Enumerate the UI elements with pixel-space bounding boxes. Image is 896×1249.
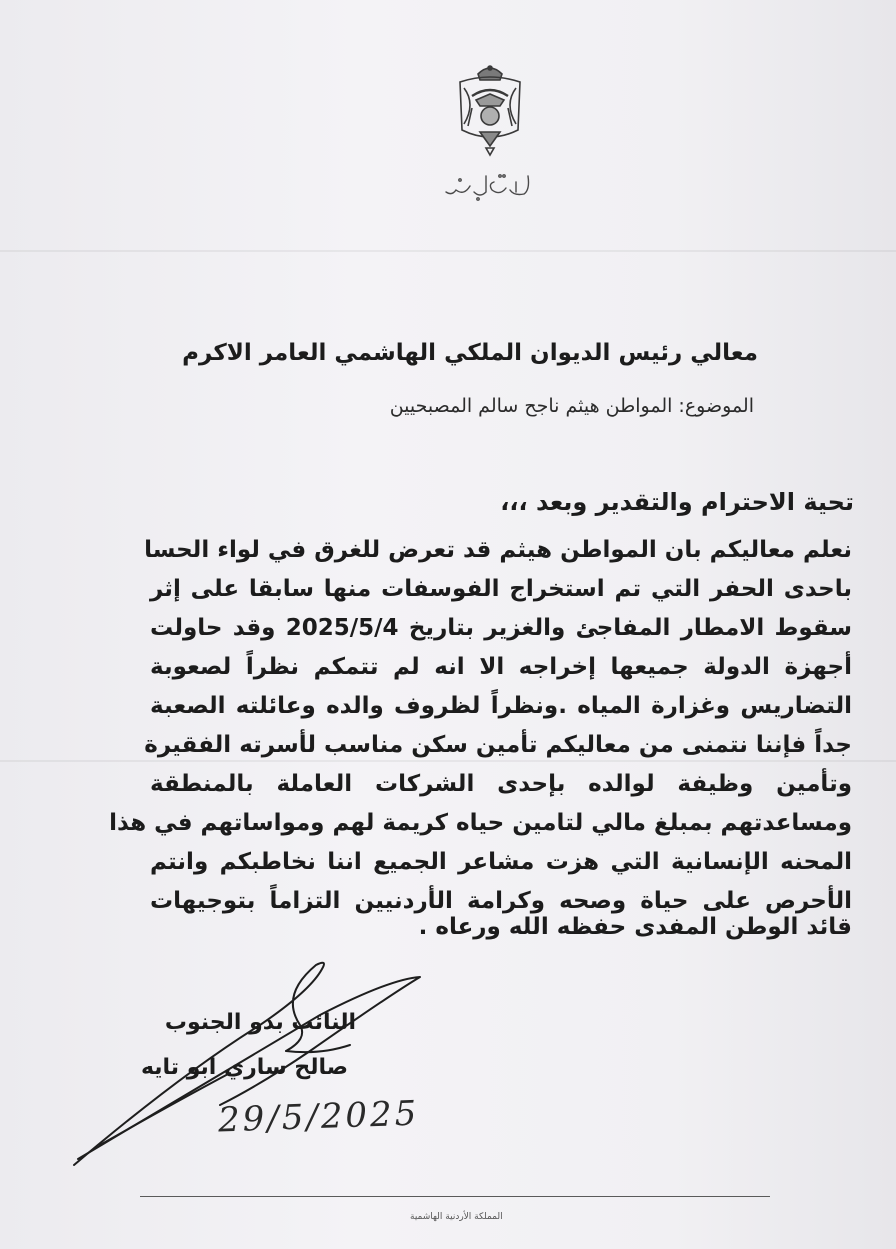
council-name-logo xyxy=(430,166,550,206)
greeting-line: تحية الاحترام والتقدير وبعد ،،، xyxy=(500,488,854,516)
body-line: أجهزة الدولة جميعها إخراجه الا انه لم تتمكم نظراً لصعوبة xyxy=(150,654,852,680)
signatory-name: صالح ساري ابو تايه xyxy=(140,1055,348,1080)
body-line: ومساعدتهم بمبلغ مالي لتامين حياه كريمة لهم ومواساتهم في هذا xyxy=(109,810,852,836)
body-line: جداً فإننا نتمنى من معاليكم تأمين سكن مناسب لأسرته الفقيرة xyxy=(144,732,852,758)
recipient-line: معالي رئيس الديوان الملكي الهاشمي العامر الاكرم xyxy=(182,340,758,366)
body-line: الأحرص على حياة وصحه وكرامة الأردنيين التزاماً بتوجيهات xyxy=(150,888,852,914)
jordan-coat-of-arms-icon xyxy=(450,60,530,160)
signature-date: 29/5/2025 xyxy=(217,1093,420,1141)
signatory-title: النائب بدو الجنوب xyxy=(164,1010,356,1035)
body-line: المحنه الإنسانية التي هزت مشاعر الجميع اننا نخاطبكم وانتم xyxy=(150,849,852,875)
body-line: قائد الوطن المفدى حفظه الله ورعاه . xyxy=(418,914,852,940)
body-line: سقوط الامطار المفاجئ والغزير بتاريخ 2025/5/4 وقد حاولت xyxy=(150,615,852,641)
body-line: باحدى الحفر التي تم استخراج الفوسفات منها سابقا على إثر xyxy=(150,576,852,602)
body-line: نعلم معاليكم بان المواطن هيثم قد تعرض للغرق في لواء الحسا xyxy=(144,537,852,563)
footer-text: المملكة الأردنية الهاشمية xyxy=(410,1212,503,1222)
paper-fold xyxy=(0,250,896,252)
subject-line: الموضوع: المواطن هيثم ناجح سالم المصبحيين xyxy=(389,395,754,417)
body-line: وتأمين وظيفة لوالده بإحدى الشركات العاملة بالمنطقة xyxy=(150,771,852,797)
body-line: التضاريس وغزارة المياه .ونظراً لظروف والده وعائلته الصعبة xyxy=(150,693,852,719)
paper-fold xyxy=(0,760,896,762)
footer-rule xyxy=(140,1196,770,1197)
